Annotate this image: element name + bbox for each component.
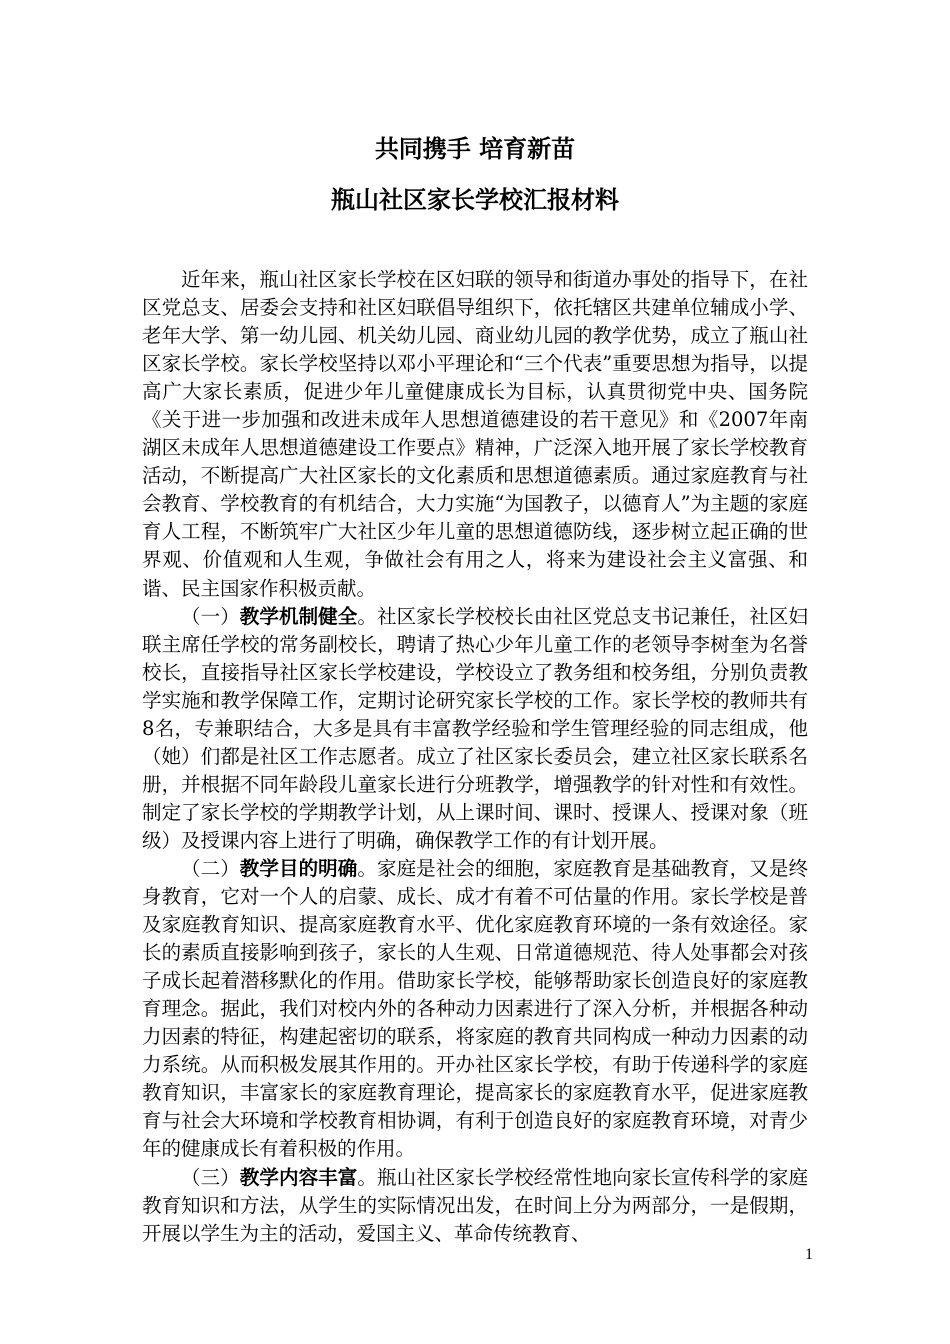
section-number-3: （三） xyxy=(181,1165,240,1189)
section-text-1: 。社区家长学校校长由社区党总支书记兼任，社区妇联主席任学校的常务副校长，聘请了热心少年儿童工作的老领导李树奎为名誉校长，直接指导社区家长学校建设，学校设立了教务组和校务组，分别负责教学实施和教学保障工作，定期讨论研究家长学校的工作。家长学校的教师共有8名，专兼职结合，大多是具有丰富教学经验和学生管理经验的同志组成，他（她）们都是社区工作志愿者。成立了社区家长委员会，建立社区家长联系名册，并根据不同年龄段儿童家长进行分班教学，增强教学的针对性和有效性。制定了家长学校的学期教学计划，从上课时间、课时、授课人、授课对象（班级）及授课内容上进行了明确，确保教学工作的有计划开展。 xyxy=(142,604,808,852)
section-heading-3: 教学内容丰富 xyxy=(239,1165,358,1189)
page-number: 1 xyxy=(805,1246,813,1263)
section-paragraph-2 xyxy=(142,855,808,1164)
section-heading-2: 教学目的明确 xyxy=(239,856,358,880)
section-heading-1: 教学机制健全 xyxy=(239,604,358,628)
document-subtitle: 瓶山社区家长学校汇报材料 xyxy=(331,186,619,214)
section-number-2: （二） xyxy=(181,856,240,880)
document-title: 共同携手 培育新苗 xyxy=(374,135,576,163)
section-paragraph-1 xyxy=(142,603,808,855)
intro-paragraph: 近年来，瓶山社区家长学校在区妇联的领导和街道办事处的指导下，在社区党总支、居委会支持和社区妇联倡导组织下，依托辖区共建单位辅成小学、老年大学、第一幼儿园、机关幼儿园、商业幼儿园的教学优势，成立了瓶山社区家长学校。家长学校坚持以邓小平理论和“三个代表”重要思想为指导，以提高广大家长素质，促进少年儿童健康成长为目标，认真贯彻党中央、国务院《关于进一步加强和改进未成年人思想道德建设的若干意见》和《2007年南湖区未成年人思想道德建设工作要点》精神，广泛深入地开展了家长学校教育活动，不断提高广大社区家长的文化素质和思想道德素质。通过家庭教育与社会教育、学校教育的有机结合，大力实施“为国教子，以德育人”为主题的家庭育人工程，不断筑牢广大社区少年儿童的思想道德防线，逐步树立起正确的世界观、价值观和人生观，争做社会有用之人，将来为建设社会主义富强、和谐、民主国家作积极贡献。 xyxy=(142,268,808,600)
section-text-2: 。家庭是社会的细胞，家庭教育是基础教育，又是终身教育，它对一个人的启蒙、成长、成才有着不可估量的作用。家长学校是普及家庭教育知识、提高家庭教育水平、优化家庭教育环境的一条有效途径。家长的素质直接影响到孩子，家长的人生观、日常道德规范、待人处事都会对孩子成长起着潜移默化的作用。借助家长学校，能够帮助家长创造良好的家庭教育理念。据此，我们对校内外的各种动力因素进行了深入分析，并根据各种动力因素的特征，构建起密切的联系，将家庭的教育共同构成一种动力因素的动力系统。从而积极发展其作用的。开办社区家长学校，有助于传递科学的家庭教育知识，丰富家长的家庭教育理论，提高家长的家庭教育水平，促进家庭教育与社会大环境和学校教育相协调，有利于创造良好的家庭教育环境，对青少年的健康成长有着积极的作用。 xyxy=(142,856,808,1161)
section-paragraph-3 xyxy=(142,1164,808,1248)
section-text-3: 。瓶山社区家长学校经常性地向家长宣传科学的家庭教育知识和方法，从学生的实际情况出发，在时间上分为两部分，一是假期，开展以学生为主的活动，爱国主义、革命传统教育、 xyxy=(142,1165,808,1245)
document-body xyxy=(142,266,808,1248)
section-number-1: （一） xyxy=(181,604,240,628)
